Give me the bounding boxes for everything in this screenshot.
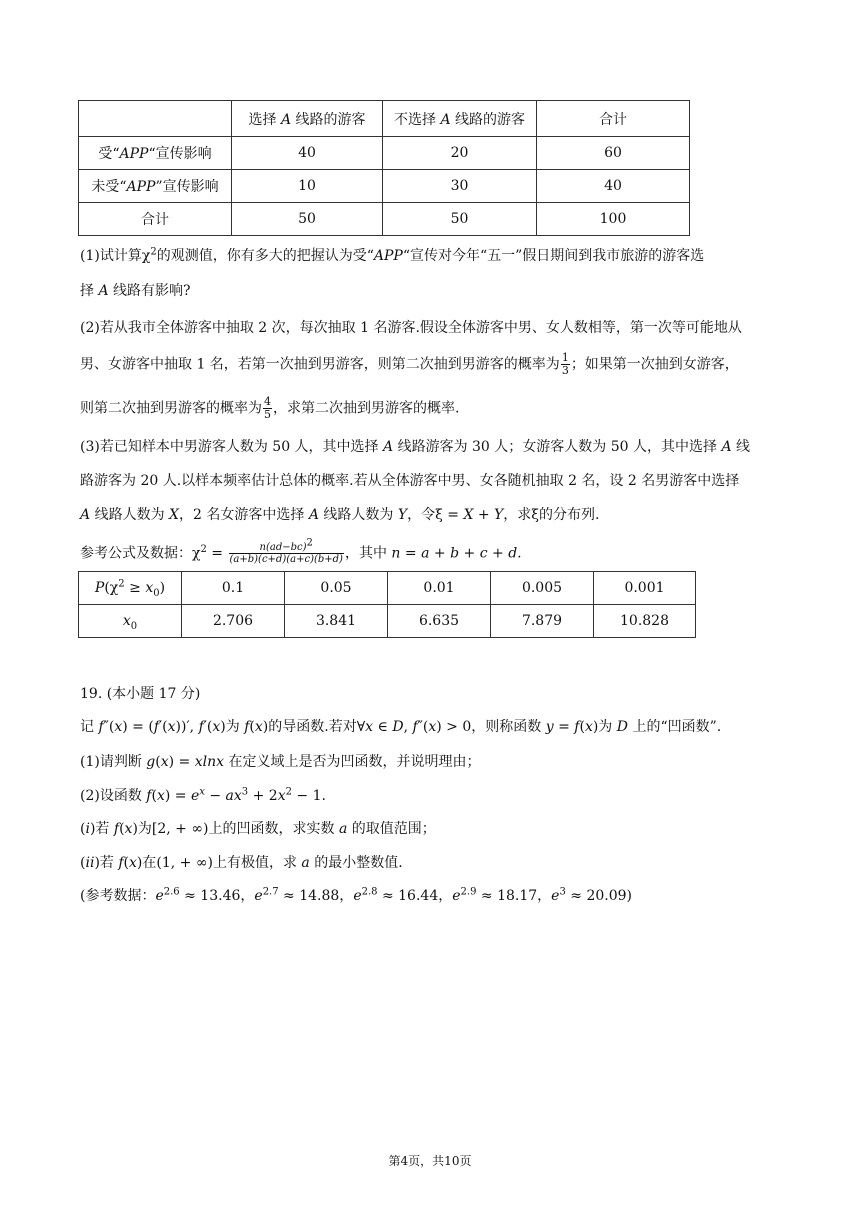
row-label: 受“APP“宣传影响 xyxy=(79,137,232,170)
table-row xyxy=(79,605,696,638)
row-label: 未受“APP”宣传影响 xyxy=(79,170,232,203)
question-3-line-3: A 线路人数为 X，2 名女游客中选择 A 线路人数为 Y，令ξ = X + Y，求ξ的分布列. xyxy=(80,507,600,523)
table-cell: 0.05 xyxy=(285,572,388,605)
table-header-cell xyxy=(79,101,232,137)
table-cell: 30 xyxy=(383,170,537,203)
chi-square-fraction: $\frac{n(ad-bc)^2}{(a+b)(c+d)(a+c)(b+d)}$ xyxy=(229,537,343,565)
problem-19-part-i: (i)若 f(x)为[2, + ∞)上的凹函数，求实数 a 的取值范围； xyxy=(80,821,436,837)
table-cell: 0.001 xyxy=(594,572,696,605)
critical-value-table xyxy=(78,571,696,638)
reference-formula: 参考公式及数据：$\chi^2$ = $\frac{n(ad-bc)^2}{(a+b)(c+d)(a+c)(b+d)}$ ，其中 n = a + b + c + d. xyxy=(80,537,522,565)
problem-19-definition: 记 f″(x) = (f′(x))′, f′(x)为 f(x)的导函数.若对∀x ∈ D, f″(x) > 0，则称函数 y = f(x)为 D 上的“凹函数”. xyxy=(80,719,722,735)
problem-19-part-1: (1)请判断 g(x) = xlnx 在定义域上是否为凹函数，并说明理由； xyxy=(80,754,481,770)
question-2-line-3: 则第二次抽到男游客的概率为 $\frac{4}{5}$ ，求第二次抽到男游客的概率. xyxy=(80,395,460,421)
question-2-line-1: (2)若从我市全体游客中抽取 2 次，每次抽取 1 名游客.假设全体游客中男、女人数相等，第一次等可能地从 xyxy=(80,320,742,336)
table-cell: 50 xyxy=(232,203,383,236)
table-header-row xyxy=(79,101,690,137)
table-header-cell: 合计 xyxy=(537,101,690,137)
question-2-line-2: 男、女游客中抽取 1 名，若第一次抽到男游客，则第二次抽到男游客的概率为 $\frac{1}{3}$ ；如果第一次抽到女游客， xyxy=(80,351,739,377)
table-row xyxy=(79,572,696,605)
table-cell: 2.706 xyxy=(182,605,285,638)
table-cell: 60 xyxy=(537,137,690,170)
table-row xyxy=(79,170,690,203)
row-label: $P(\chi^2 \ge x_0)$ xyxy=(79,572,182,605)
table-cell: 7.879 xyxy=(491,605,594,638)
table-cell: 10.828 xyxy=(594,605,696,638)
row-label: 合计 xyxy=(79,203,232,236)
question-1-line-1: (1)试计算$\chi^2$的观测值，你有多大的把握认为受“APP“宣传对今年“五一”假日期间到我市旅游的游客选 xyxy=(80,246,705,264)
table-cell: 40 xyxy=(232,137,383,170)
table-cell: 3.841 xyxy=(285,605,388,638)
table-header-cell: 选择 A 线路的游客 xyxy=(232,101,383,137)
table-header-cell: 不选择 A 线路的游客 xyxy=(383,101,537,137)
table-cell: 0.005 xyxy=(491,572,594,605)
table-cell: 20 xyxy=(383,137,537,170)
table-row xyxy=(79,137,690,170)
table-cell: 40 xyxy=(537,170,690,203)
table-cell: 0.01 xyxy=(388,572,491,605)
table-cell: 50 xyxy=(383,203,537,236)
problem-19-reference-data: (参考数据：$e^{2.6} \approx 13.46$，$e^{2.7} \approx 14.88$，$e^{2.8} \approx 16.44$，$e^{2.9} \approx 18.17$，$e^3 \approx 20.09$) xyxy=(80,886,632,904)
table-cell: 100 xyxy=(537,203,690,236)
fraction-one-third: $\frac{1}{3}$ xyxy=(561,351,569,377)
fraction-four-fifths: $\frac{4}{5}$ xyxy=(264,395,271,421)
question-3-line-2: 路游客为 20 人.以样本频率估计总体的概率.若从全体游客中男、女各随机抽取 2 名，设 2 名男游客中选择 xyxy=(80,473,740,489)
table-cell: 0.1 xyxy=(182,572,285,605)
row-label: $x_0$ xyxy=(79,605,182,638)
table-cell: 6.635 xyxy=(388,605,491,638)
table-row xyxy=(79,203,690,236)
question-3-line-1: (3)若已知样本中男游客人数为 50 人，其中选择 A 线路游客为 30 人；女游客人数为 50 人，其中选择 A 线 xyxy=(80,439,751,455)
question-1-line-2: 择 A 线路有影响? xyxy=(80,283,191,299)
contingency-table xyxy=(78,100,690,236)
problem-19-part-ii: (ii)若 f(x)在(1, + ∞)上有极值，求 a 的最小整数值. xyxy=(80,855,403,871)
problem-19-title: 19. (本小题 17 分) xyxy=(80,686,201,702)
table-cell: 10 xyxy=(232,170,383,203)
page-footer: 第4页，共10页 xyxy=(388,1154,472,1168)
problem-19-part-2: (2)设函数 $f(x) = e^x - ax^3 + 2x^2 - 1$. xyxy=(80,786,326,804)
